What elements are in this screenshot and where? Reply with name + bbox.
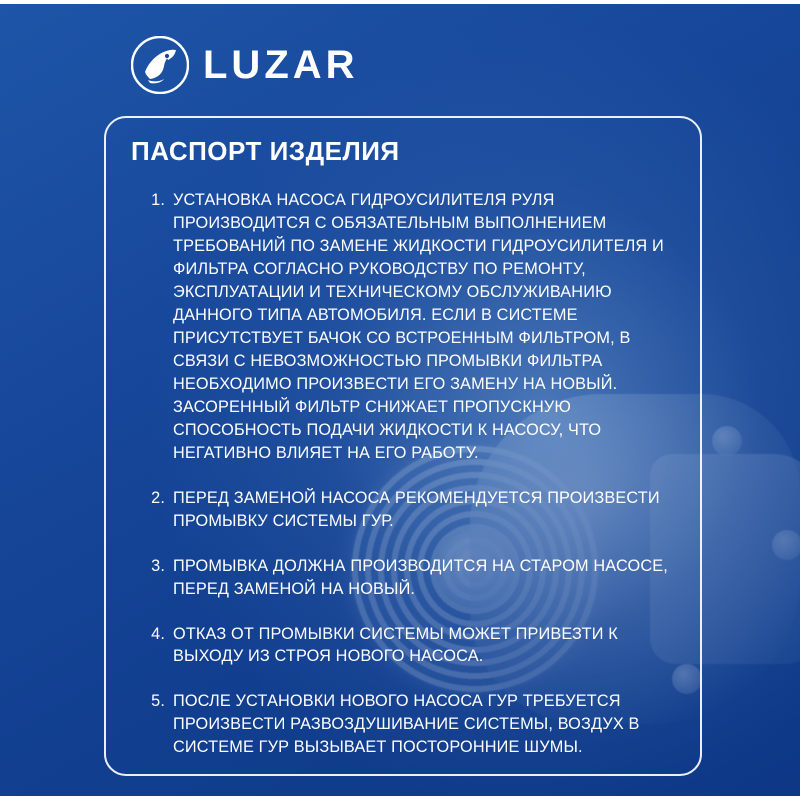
page-title: ПАСПОРТ ИЗДЕЛИЯ: [131, 136, 400, 166]
pump-bolt-graphic: [712, 426, 742, 456]
list-item: ПОСЛЕ УСТАНОВКИ НОВОГО НАСОСА ГУР ТРЕБУЕТСЯ ПРОИЗВЕСТИ РАЗВОЗДУШИВАНИЕ СИСТЕМЫ, ВОЗДУХ В СИСТЕМЕ ГУР ВЫЗЫВАЕТ ПОСТОРОННИЕ ШУМЫ.: [173, 692, 640, 757]
brand-header: [131, 36, 359, 94]
product-passport-document: [0, 4, 800, 796]
instructions-list: [131, 189, 679, 759]
list-item: ПЕРЕД ЗАМЕНОЙ НАСОСА РЕКОМЕНДУЕТСЯ ПРОИЗВЕСТИ ПРОМЫВКУ СИСТЕМЫ ГУР.: [173, 488, 660, 530]
fish-emblem-icon: [131, 36, 189, 94]
pump-bolt-graphic: [772, 530, 800, 560]
brand-name: LUZAR: [203, 43, 359, 87]
list-item: ОТКАЗ ОТ ПРОМЫВКИ СИСТЕМЫ МОЖЕТ ПРИВЕЗТИ К ВЫХОДУ ИЗ СТРОЯ НОВОГО НАСОСА.: [173, 624, 618, 666]
document-content: [131, 136, 679, 781]
list-item: УСТАНОВКА НАСОСА ГИДРОУСИЛИТЕЛЯ РУЛЯ ПРОИЗВОДИТСЯ С ОБЯЗАТЕЛЬНЫМ ВЫПОЛНЕНИЕМ ТРЕБОВАНИЙ ПО ЗАМЕНЕ ЖИДКОСТИ ГИДРОУСИЛИТЕЛЯ И ФИЛЬТРА СОГЛАСНО РУКОВОДСТВУ ПО РЕМОНТУ, ЭКСПЛУАТАЦИИ И ТЕХНИЧЕСКОМУ ОБСЛУЖИВАНИЮ ДАННОГО ТИПА АВТОМОБИЛЯ. ЕСЛИ В СИСТЕМЕ ПРИСУТСТВУЕТ БАЧОК СО ВСТРОЕННЫМ ФИЛЬТРОМ, В СВЯЗИ С НЕВОЗМОЖНОСТЬЮ ПРОМЫВКИ ФИЛЬТРА НЕОБХОДИМО ПРОИЗВЕСТИ ЕГО ЗАМЕНУ НА НОВЫЙ. ЗАСОРЕННЫЙ ФИЛЬТР СНИЖАЕТ ПРОПУСКНУЮ СПОСОБНОСТЬ ПОДАЧИ ЖИДКОСТИ К НАСОСУ, ЧТО НЕГАТИВНО ВЛИЯЕТ НА ЕГО РАБОТУ.: [173, 191, 664, 462]
list-item: ПРОМЫВКА ДОЛЖНА ПРОИЗВОДИТСЯ НА СТАРОМ НАСОСЕ, ПЕРЕД ЗАМЕНОЙ НА НОВЫЙ.: [173, 556, 668, 598]
